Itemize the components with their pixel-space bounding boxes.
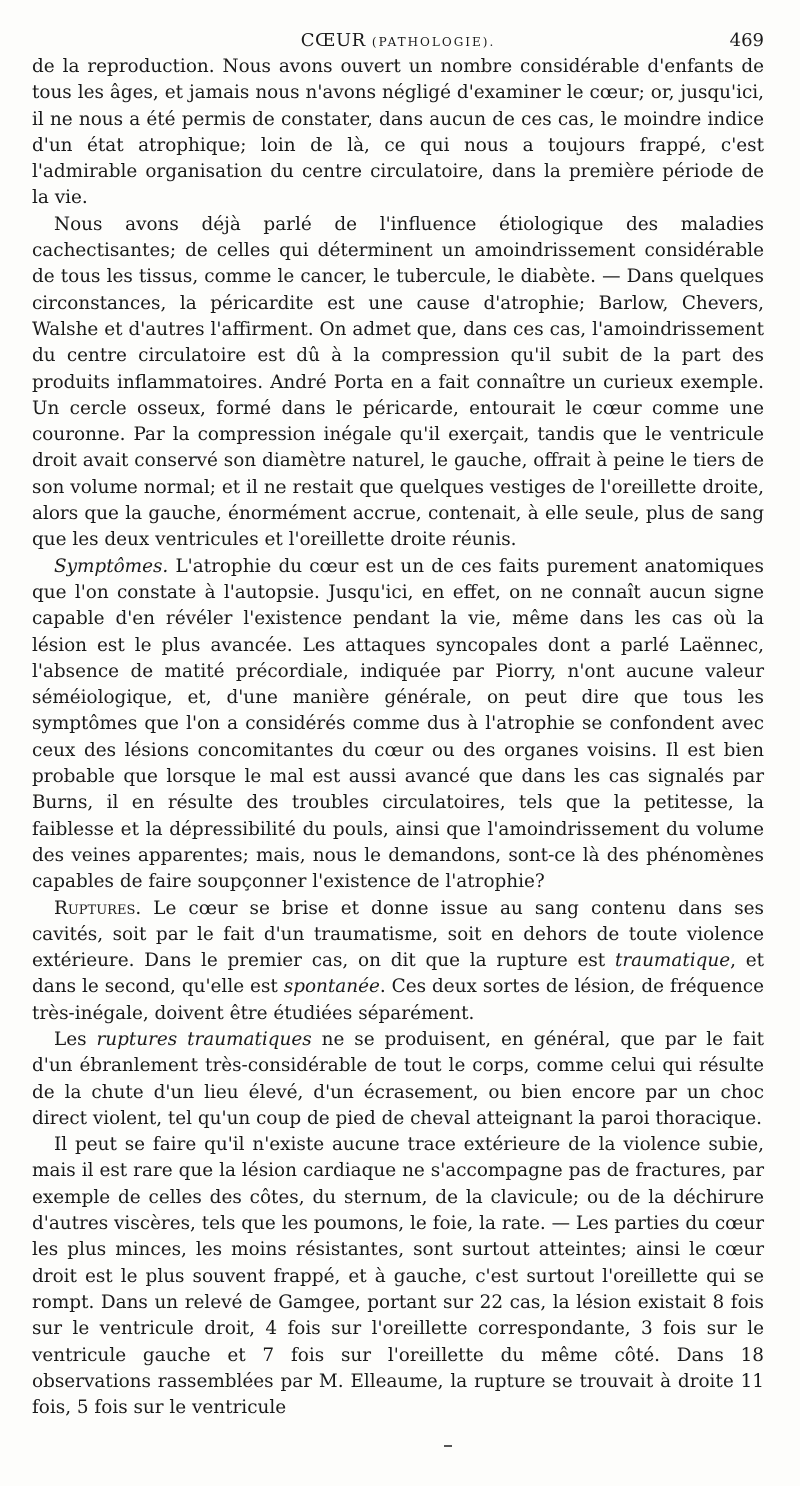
paragraph-text: . Ces deux sortes de lésion, de fréquence très-inégale, doivent être étudiées séparément.: [32, 976, 764, 1024]
paragraph-text: L'atrophie du cœur est un de ces faits purement anatomiques que l'on constate à l'autopsie. Jusqu'ici, en effet, on ne connaît aucun signe capable d'en révéler l'existence pendant la vie, même dans les cas où la lésion est le plus avancée. Les attaques syncopales dont a parlé Laënnec, l'absence de matité précordiale, indiquée par Piorry, n'ont aucune valeur séméiologique, et, d'une manière générale, on peut dire que tous les symptômes que l'on a considérés comme dus à l'atrophie se confondent avec ceux des lésions concomitantes du cœur ou des organes voisins. Il est bien probable que lorsque le mal est aussi avancé que dans les cas signalés par Burns, il en résulte des troubles circulatoires, tels que la petitesse, la faiblesse et la dépressibilité du pouls, ainsi que l'amoindrissement du volume des veines apparentes; mais, nous le demandons, sont-ce là des phénomènes capables de faire soupçonner l'existence de l'atrophie?: [32, 555, 764, 893]
paragraph-text: Il peut se faire qu'il n'existe aucune trace extérieure de la violence subie, mais il est rare que la lésion cardiaque ne s'accompagne pas de fractures, par exemple de celles des côtes, du sternum, de la clavicule; ou de la déchirure d'autres viscères, tels que les poumons, le foie, la rate. — Les parties du cœur les plus minces, les moins résistantes, sont surtout atteintes; ainsi le cœur droit est le plus souvent frappé, et à gauche, c'est surtout l'oreillette qui se rompt. Dans un relevé de Gamgee, portant sur 22 cas, la lésion existait 8 fois sur le ventricule droit, 4 fois sur l'oreillette correspondante, 3 fois sur le ventricule gauche et 7 fois sur l'oreillette du même côté. Dans 18 observations rassemblées par M. Elleaume, la rupture se trouvait à droite 11 fois, 5 fois sur le ventricule: [32, 1134, 764, 1419]
term-spontanee: spontanée: [283, 976, 380, 998]
paragraph-text: Les: [54, 1028, 97, 1050]
section-heading-ruptures: Ruptures.: [54, 897, 142, 919]
paragraph-text: Nous avons déjà parlé de l'influence étiologique des maladies cachectisantes; de celles qui déterminent un amoindrissement considérable de tous les tissus, comme le cancer, le tubercule, le diabète. — Dans quelques circonstances, la péricardite est une cause d'atrophie; Barlow, Chevers, Walshe et d'autres l'affirment. On admet que, dans ces cas, l'amoindrissement du centre circulatoire est dû à la compression qu'il subit de la part des produits inflammatoires. André Porta en a fait connaître un curieux exemple. Un cercle osseux, formé dans le péricarde, entourait le cœur comme une couronne. Par la compression inégale qu'il exerçait, tandis que le ventricule droit avait conservé son diamètre naturel, le gauche, offrait à peine le tiers de son volume normal; et il ne restait que quelques vestiges de l'oreillette droite, alors que la gauche, énormément accrue, contenait, à elle seule, plus de sang que les deux ventricules et l'oreillette droite réunis.: [32, 213, 764, 551]
page-number: 469: [729, 30, 764, 51]
paragraph-lesions: [32, 1132, 764, 1421]
term-traumatique: traumatique: [614, 950, 731, 972]
running-head-title: [32, 28, 764, 55]
section-heading-symptoms: Symptômes.: [54, 555, 169, 577]
term-ruptures-traumatiques: ruptures traumatiques: [96, 1028, 312, 1050]
paragraph-text: ne se produisent, en général, que par le fait d'un ébranlement très-considérable de tout le corps, comme celui qui résulte de la chute d'un lieu élevé, d'un écrasement, ou bien encore par un choc direct violent, tel qu'un coup de pied de cheval atteignant la paroi thoracique.: [32, 1028, 764, 1129]
paragraph-text: Le cœur se brise et donne issue au sang contenu dans ses cavités, soit par le fait d'un traumatisme, soit en dehors de toute violence extérieure. Dans le premier cas, on dit que la rupture est: [32, 897, 764, 972]
paragraph-ruptures: [32, 896, 764, 1027]
page-mark: [444, 1445, 452, 1447]
paragraph-text: , et dans le second, qu'elle est: [32, 950, 764, 998]
header-title: CŒUR: [300, 30, 366, 51]
body-text: [32, 54, 764, 1421]
paragraph-etiology: [32, 212, 764, 554]
paragraph-symptoms: [32, 554, 764, 896]
header-subtitle: (PATHOLOGIE).: [371, 35, 496, 49]
paragraph-traumatic-ruptures: [32, 1027, 764, 1132]
page: [32, 28, 764, 1421]
paragraph-continued: [32, 54, 764, 212]
running-head: [32, 28, 764, 54]
paragraph-text: de la reproduction. Nous avons ouvert un nombre considérable d'enfants de tous les âges, et jamais nous n'avons négligé d'examiner le cœur; or, jusqu'ici, il ne nous a été permis de constater, dans aucun de ces cas, le moindre indice d'un état atrophique; loin de là, ce qui nous a toujours frappé, c'est l'admirable organisation du centre circulatoire, dans la première période de la vie.: [32, 56, 764, 209]
